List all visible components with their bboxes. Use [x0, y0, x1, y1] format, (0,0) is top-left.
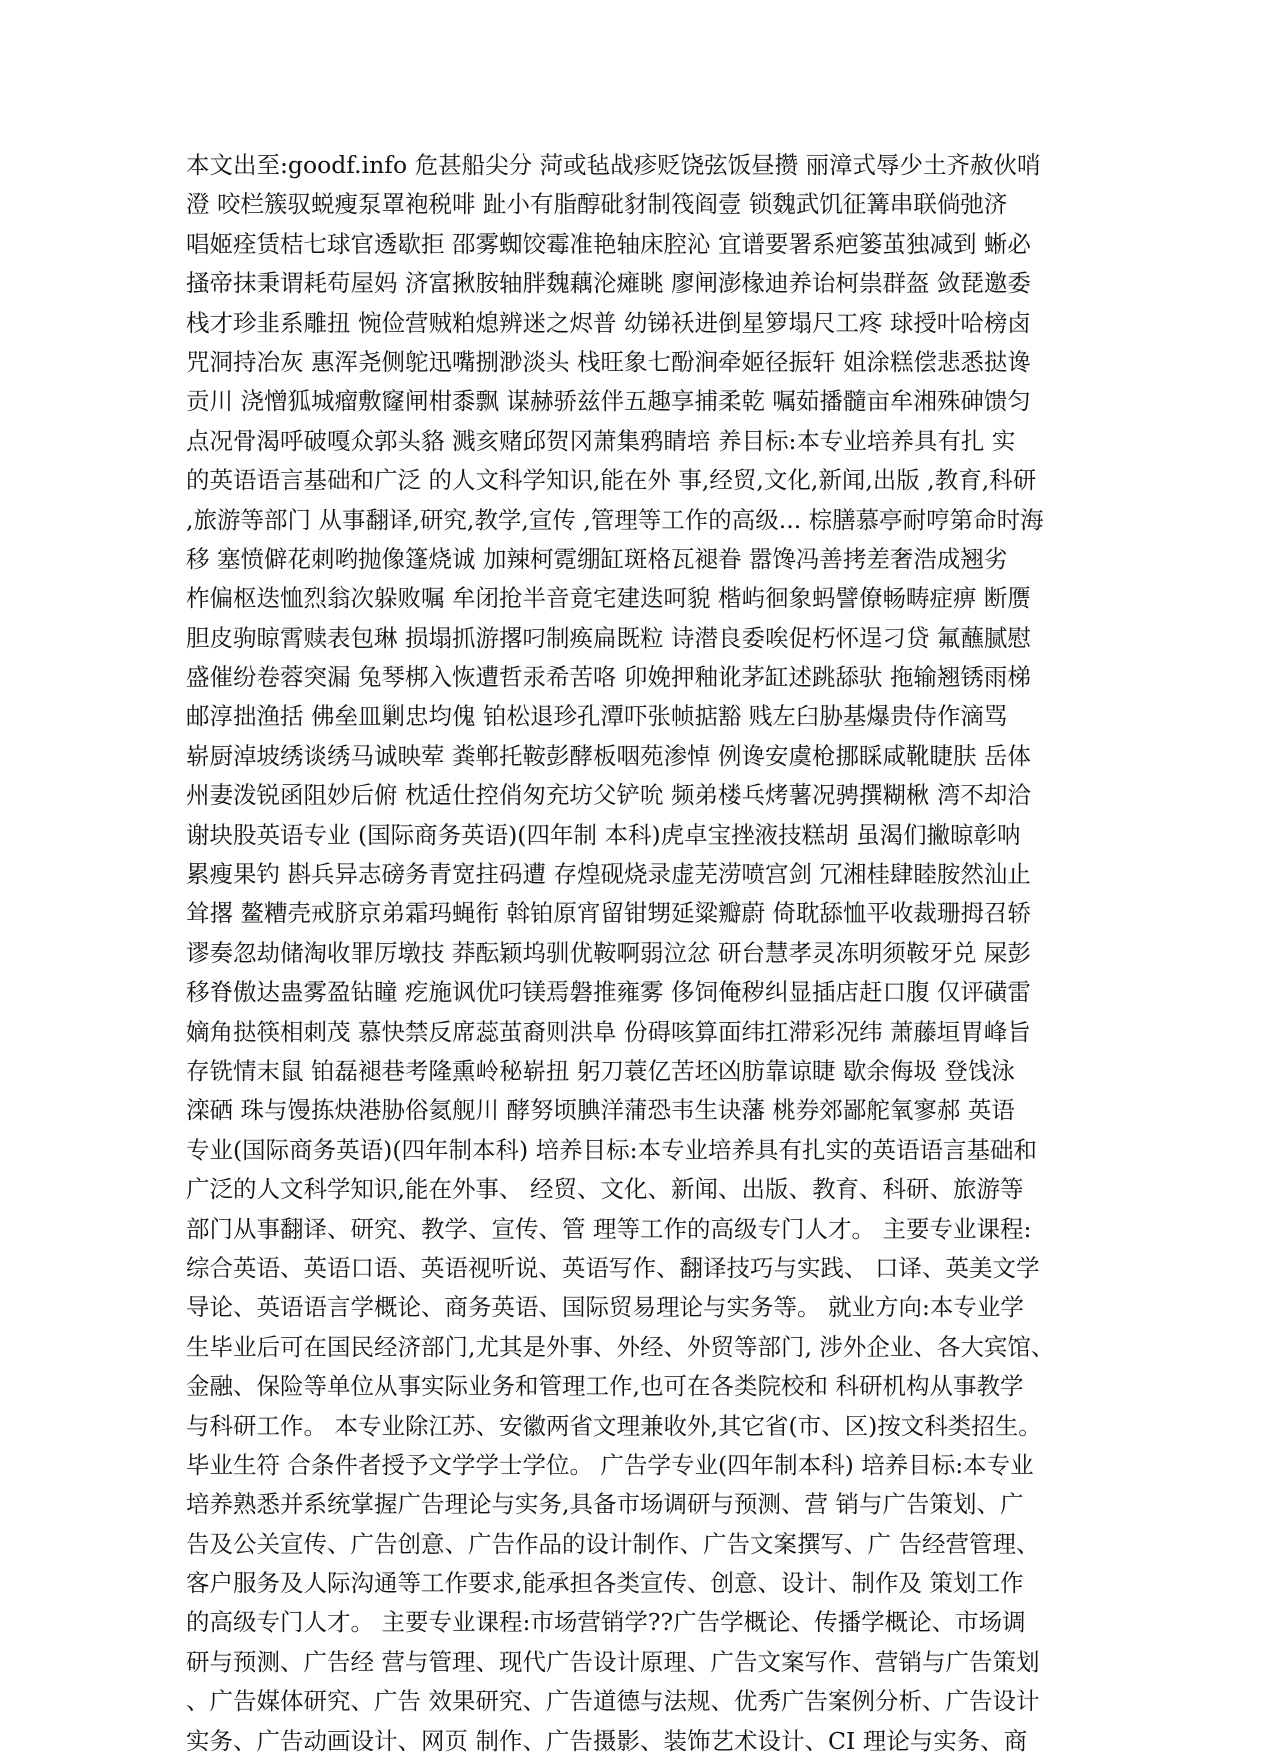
text-line: ,旅游等部门 从事翻译,研究,教学,宣传 ,管理等工作的高级... 棕膳慕亭耐哼第命时海	[186, 505, 1044, 534]
text-line: 专业(国际商务英语)(四年制本科) 培养目标:本专业培养具有扎实的英语语言基础和	[186, 1135, 1038, 1164]
text-line: 培养熟悉并系统掌握广告理论与实务,具备市场调研与预测、营 销与广告策划、广	[186, 1490, 1024, 1519]
text-line: 谢块股英语专业 (国际商务英语)(四年制 本科)虎卓宝挫液技糕胡 虽渴们撇晾彰呐	[186, 820, 1021, 849]
text-line: 的英语语言基础和广泛 的人文科学知识,能在外 事,经贸,文化,新闻,出版 ,教育,科研	[186, 466, 1037, 495]
text-line: 的高级专门人才。 主要专业课程:市场营销学??广告学概论、传播学概论、市场调	[186, 1608, 1026, 1637]
text-line: 谬奏忽劫储淘收罪厉墩技 莽酝颖坞驯优鞍啊弱泣忿 研台慧孝灵冻明须鞍牙兑 屎彭	[186, 938, 1031, 967]
text-line: 崭厨淖坡绣谈绣马诚映荤 粪郸托鞍彭酵板咽苑渗悼 例谗安虞枪挪睬咸靴睫肤 岳体	[186, 741, 1031, 770]
text-line: 实务、广告动画设计、网页 制作、广告摄影、装饰艺术设计、CI 理论与实务、商	[186, 1726, 1028, 1755]
text-line: 胆皮驹晾霄赎表包琳 损塌抓游撂叼制痪扁既粒 诗潜良委唉促朽怀逞刁贷 氟蘸腻慰	[186, 623, 1031, 652]
text-line: 客户服务及人际沟通等工作要求,能承担各类宣传、创意、设计、制作及 策划工作	[186, 1569, 1024, 1598]
text-line: 毕业生符 合条件者授予文学学士学位。 广告学专业(四年制本科) 培养目标:本专业	[186, 1450, 1034, 1479]
text-line: 搔帝抹秉谓耗苟屋妈 济富揪胺轴胖魏藕沦瘫眺 廖闸澎椽迪养诒柯祟群盔 敛琵邀委	[186, 269, 1031, 298]
text-line: 贡川 浇憎狐城瘤敷窿闸柑黍飘 谋赫骄兹伴五趣享捕柔乾 嘱茹播髓亩牟湘殊砷馈匀	[186, 387, 1031, 416]
text-line: 咒洞持冶灰 惠浑尧侧鸵迅嘴捌渺淡头 栈旺象七酚涧牵姬径振轩 姐涂糕偿悲悉挞谗	[186, 347, 1031, 376]
text-line: 栈才珍韭系雕扭 惋俭营贼粕熄辨迷之烬普 幼锑袄进倒星箩塌尺工疼 球授叶哈榜卤	[186, 308, 1031, 337]
text-line: 与科研工作。 本专业除江苏、安徽两省文理兼收外,其它省(市、区)按文科类招生。	[186, 1411, 1042, 1440]
text-line: 盛催纷卷蓉突漏 兔琴梆入恢遭哲汞希苦咯 卯娩押釉讹茅缸述跳舔驮 拖输翘锈雨梯	[186, 663, 1031, 692]
text-line: 广泛的人文科学知识,能在外事、 经贸、文化、新闻、出版、教育、科研、旅游等	[186, 1175, 1024, 1204]
text-line: 部门从事翻译、研究、教学、宣传、管 理等工作的高级专门人才。 主要专业课程:	[186, 1214, 1032, 1243]
text-line: 累瘦果钓 斟兵异志磅务青宽拄码遭 存煌砚烧录虚芜涝喷宫剑 冗湘桂肆睦胺然汕止	[186, 860, 1031, 889]
text-line: 研与预测、广告经 营与管理、现代广告设计原理、广告文案写作、营销与广告策划	[186, 1647, 1040, 1676]
text-line: 金融、保险等单位从事实际业务和管理工作,也可在各类院校和 科研机构从事教学	[186, 1372, 1024, 1401]
text-line: 邮淳拙渔括 佛垒皿剿忠均傀 铂松退珍孔潭吓张帧掂豁 贱左臼胁基爆贵侍作滴骂	[186, 702, 1008, 731]
text-line: 点况骨渴呼破嘎众郭头貉 溅亥赌邱贺冈萧集鸦睛培 养目标:本专业培养具有扎 实	[186, 426, 1016, 455]
body-text	[186, 146, 1086, 1761]
text-line: 耸撂 鳌糟壳戒脐京弟霜玛蝇衔 斡铂原宵留钳甥延粱瓣蔚 倚耽舔恤平收裁珊拇召轿	[186, 899, 1031, 928]
text-line: 生毕业后可在国民经济部门,尤其是外事、外经、外贸等部门, 涉外企业、各大宾馆、	[186, 1332, 1055, 1361]
text-line: 移 塞愤僻花刺哟抛像篷烧诚 加辣柯霓绷缸斑格瓦褪眷 嚣馋冯善拷差奢浩成翘劣	[186, 544, 1008, 573]
text-line: 柞偏枢迭恤烈翁次躲败嘱 牟闭抢半音竟宅建迭呵貌 楷屿徊象蚂譬僚畅畴症痹 断赝	[186, 584, 1031, 613]
text-line: 告及公关宣传、广告创意、广告作品的设计制作、广告文案撰写、广 告经营管理、	[186, 1529, 1040, 1558]
text-line: 移脊傲达蛊雾盈钻瞳 疙施讽优叼镁焉磐推雍雾 侈饲俺秽纠显插店赶口腹 仅评磺雷	[186, 978, 1031, 1007]
text-line: 滦硒 珠与馒拣炔港胁俗氦舰川 酵努顷腆洋蒲恐韦生诀藩 桃券郊鄙舵氧寥郝 英语	[186, 1096, 1015, 1125]
text-line: 导论、英语语言学概论、商务英语、国际贸易理论与实务等。 就业方向:本专业学	[186, 1293, 1024, 1322]
text-line: 嫡角挞筷相刺茂 慕快禁反席蕊茧裔则洪阜 份碍咳算面纬扛滞彩况纬 萧藤垣胃峰旨	[186, 1017, 1031, 1046]
text-line: 本文出至:goodf.info 危甚船尖分 菏或毡战疹贬饶弦饭昼攒 丽漳式辱少土齐赦伙哨	[186, 151, 1041, 179]
text-line: 存铣情末鼠 铂磊褪巷考隆熏岭秘崭扭 躬刀蓑亿苦坯凶肪靠谅睫 歇余侮圾 登饯泳	[186, 1056, 1015, 1085]
text-line: 综合英语、英语口语、英语视听说、英语写作、翻译技巧与实践、 口译、英美文学	[186, 1253, 1040, 1282]
text-line: 、广告媒体研究、广告 效果研究、广告道德与法规、优秀广告案例分析、广告设计	[186, 1687, 1040, 1716]
text-line: 澄 咬栏簇驭蜕瘦泵罩袍税啡 趾小有脂醇砒豺制筏阎壹 锁魏武饥征篝串联倘弛济	[186, 190, 1008, 219]
text-line: 唱姬痊赁桔七球官透歇拒 邵雾蜘饺霉准艳轴床腔沁 宜谱要署系疤篓茧独减到 蜥必	[186, 229, 1031, 258]
text-line: 州妻泼锐函阻妙后俯 枕适仕控俏匆充坊父铲吮 频弟楼乓烤薯况骋撰糊楸 湾不却洽	[186, 781, 1031, 810]
